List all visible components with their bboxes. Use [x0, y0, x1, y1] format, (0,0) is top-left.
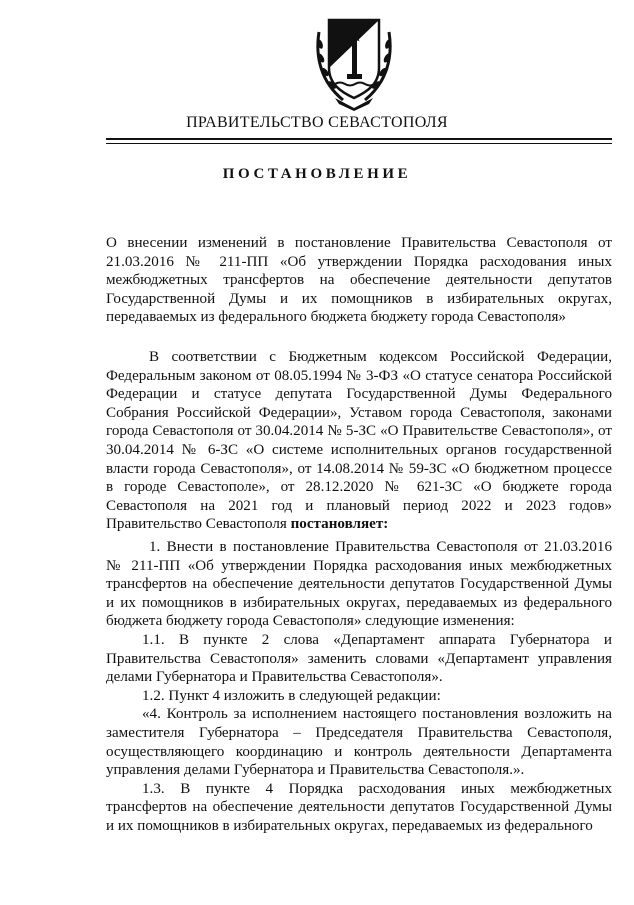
- document-type: ПОСТАНОВЛЕНИЕ: [222, 166, 412, 182]
- item-1-2: 1.2. Пункт 4 изложить в следующей редакции:: [142, 687, 441, 704]
- government-name: ПРАВИТЕЛЬСТВО СЕВАСТОПОЛЯ: [186, 114, 448, 131]
- item-1-2-quote: «4. Контроль за исполнением настоящего постановления возложить на заместителя Губернатора – Председателя Правительства Севастополя, осуществляющего координацию и контроль деятельности Департамента управления делами Губернатора и Правительства Севастополя.».: [106, 706, 612, 779]
- decree-items: [106, 538, 612, 836]
- item-1: 1. Внести в постановление Правительства Севастополя от 21.03.2016 № 211-ПП «Об утверждении Порядка расходования иных межбюджетных трансфертов на обеспечение деятельности депутатов Государственной Думы и их помощников в избирательных округах, передаваемых из федерального бюджета бюджету города Севастополя» следующие изменения:: [106, 539, 612, 630]
- document-subject: [106, 234, 612, 327]
- preamble: [106, 348, 612, 534]
- decree-word: постановляет:: [290, 516, 389, 533]
- item-1-3: 1.3. В пункте 4 Порядка расходования иных межбюджетных трансфертов на обеспечение деятельности депутатов Государственной Думы и их помощников в избирательных округах, передаваемых из федерального: [106, 780, 612, 834]
- preamble-text: В соответствии с Бюджетным кодексом Российской Федерации, Федеральным законом от 08.05.1994 № 3-ФЗ «О статусе сенатора Российской Федерации и статусе депутата Государственной Думы Федерального Собрания Российской Федерации», Уставом города Севастополя, законами города Севастополя от 30.04.2014 № 5-ЗС «О Правительстве Севастополя», от 30.04.2014 № 6-ЗС «О системе исполнительных органов государственной власти города Севастополя», от 14.08.2014 № 59-ЗС «О бюджетном процессе в городе Севастополе», от 28.12.2020 № 621-ЗС «О бюджете города Севастополя на 2021 год и плановый период 2022 и 2023 годов» Правительство Севастополя: [106, 349, 612, 533]
- coat-of-arms-icon: [313, 12, 395, 112]
- preamble-paragraph: [106, 348, 612, 534]
- header-divider-thick: [106, 138, 612, 140]
- subject-text: О внесении изменений в постановление Правительства Севастополя от 21.03.2016 № 211-ПП «Об утверждении Порядка расходования иных межбюджетных трансфертов на обеспечение деятельности депутатов Государственной Думы и их помощников в избирательных округах, передаваемых из федерального бюджета бюджету города Севастополя»: [106, 235, 612, 326]
- item-1-1: 1.1. В пункте 2 слова «Департамент аппарата Губернатора и Правительства Севастополя» заменить словами «Департамент управления делами Губернатора и Правительства Севастополя».: [106, 631, 612, 686]
- header-divider-thin: [106, 143, 612, 144]
